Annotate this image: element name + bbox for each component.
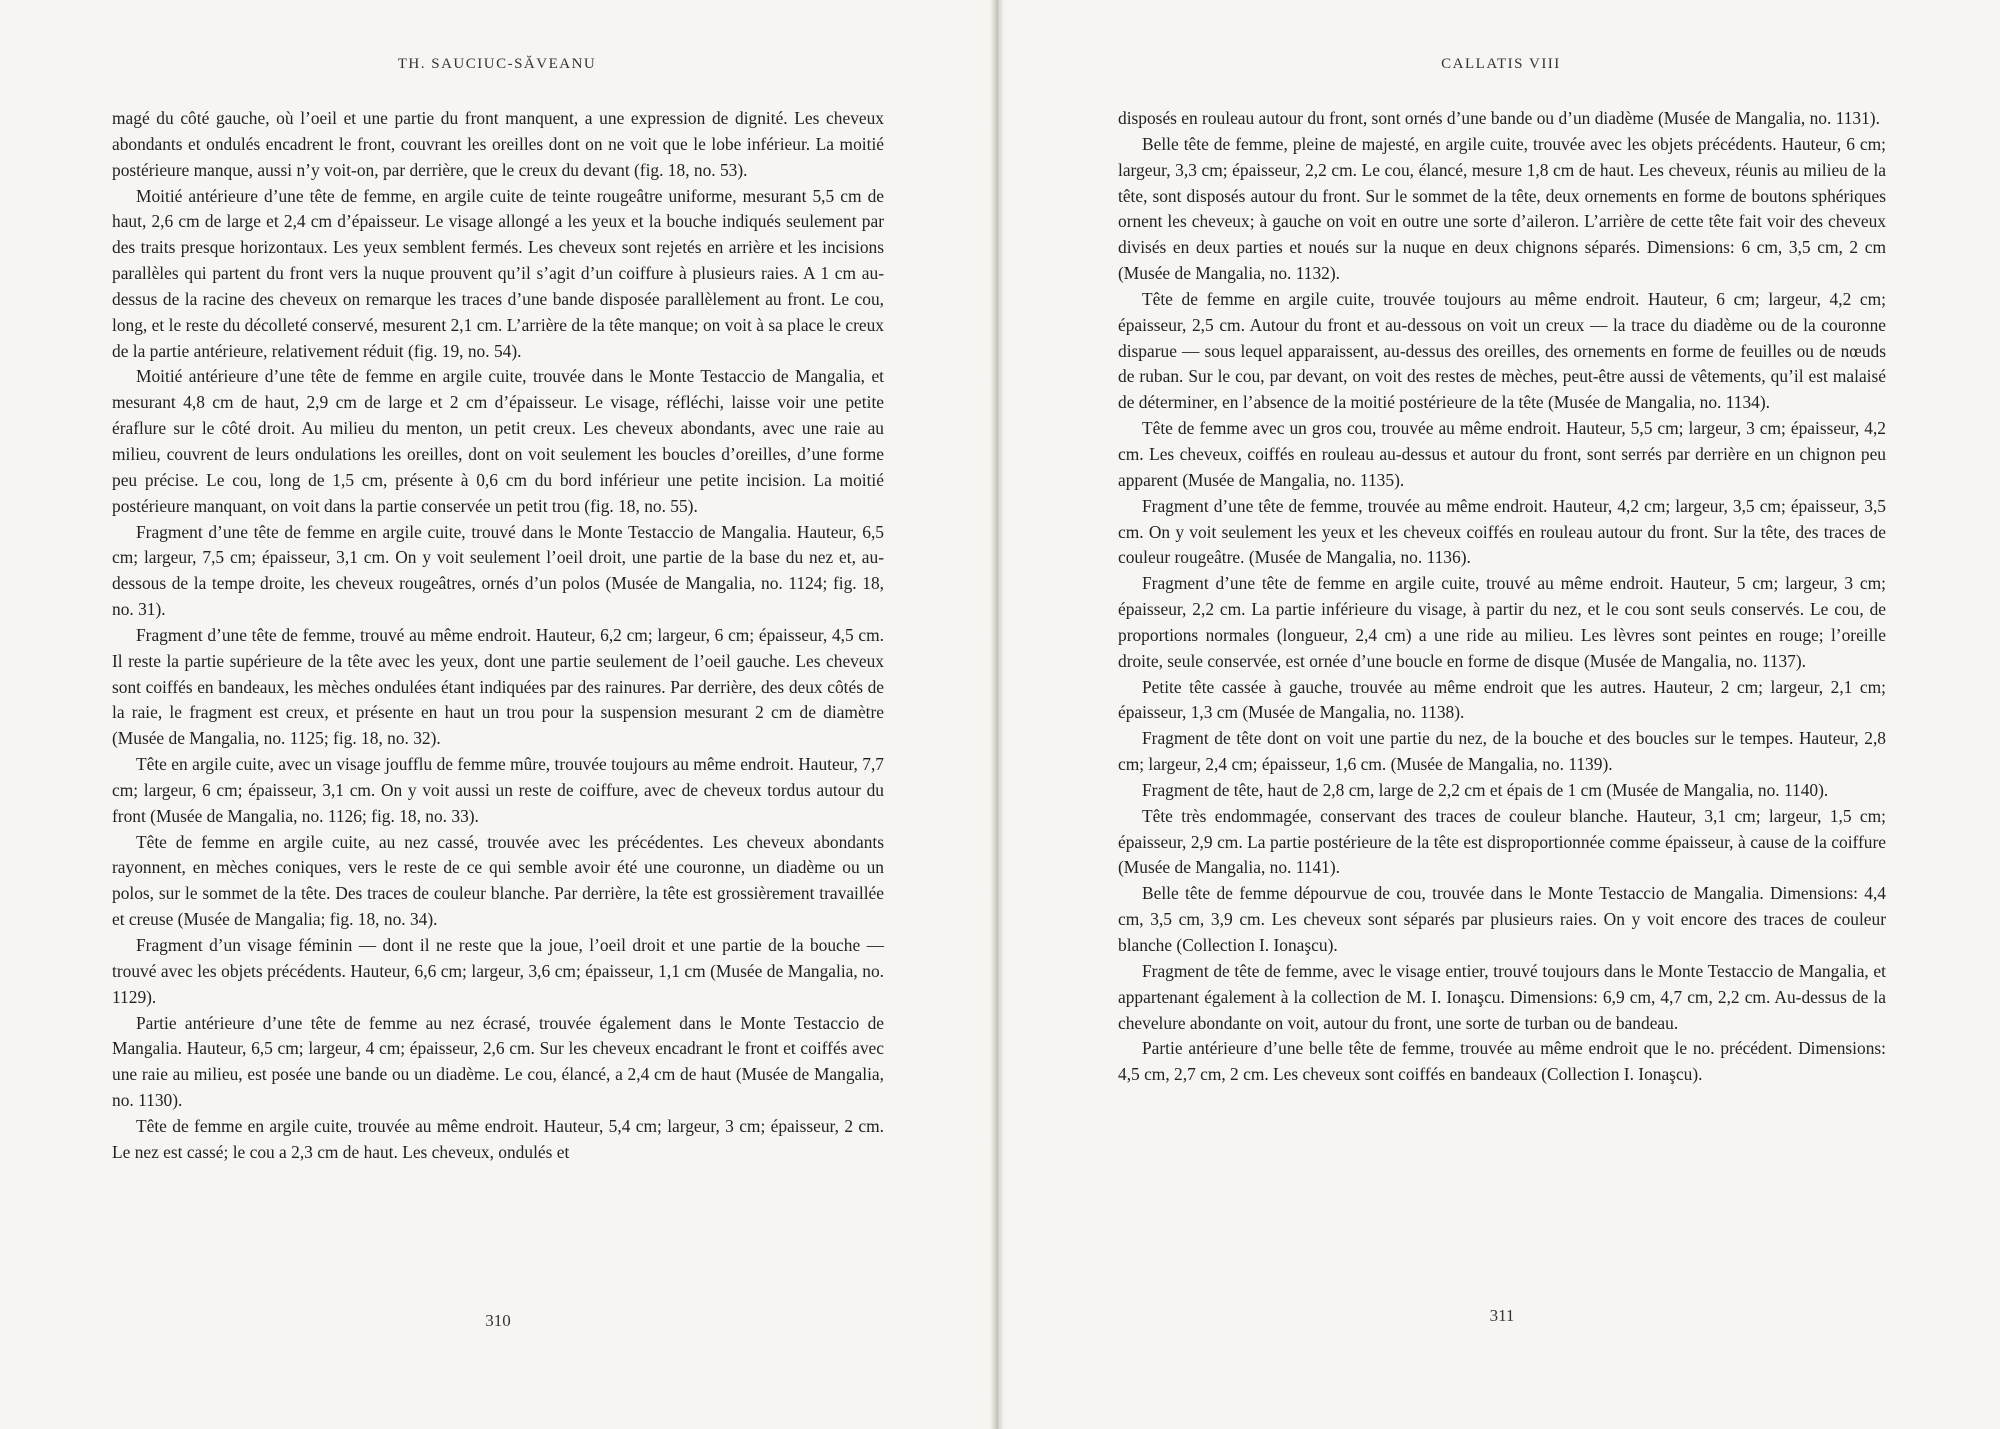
paragraph: Belle tête de femme dépourvue de cou, trouvée dans le Monte Testaccio de Mangalia. Dimensions: 4,4 cm, 3,5 cm, 3,9 cm. Les cheveux sont séparés par plusieurs raies. On y voit encore des traces de couleur blanche (Collection I. Ionaşcu). bbox=[1118, 883, 1886, 955]
paragraph: Tête de femme en argile cuite, trouvée toujours au même endroit. Hauteur, 6 cm; largeur, 4,2 cm; épaisseur, 2,5 cm. Autour du front et au-dessous on voit un creux — la trace du diadème ou de la couronne disparue — sous lequel apparaissent, au-dessus des oreilles, des ornements en forme de feuilles ou de nœuds de ruban. Sur le cou, par devant, on voit des restes de mèches, peut-être aussi de vêtements, qu’il est malaisé de déterminer, en l’absence de la moitié postérieure de la tête (Musée de Mangalia, no. 1134). bbox=[1118, 288, 1886, 413]
paragraph: Fragment de tête, haut de 2,8 cm, large de 2,2 cm et épais de 1 cm (Musée de Mangalia, no. 1140). bbox=[1142, 779, 1829, 800]
left-page bbox=[0, 0, 995, 1429]
paragraph: Fragment de tête dont on voit une partie du nez, de la bouche et des boucles sur le tempes. Hauteur, 2,8 cm; largeur, 2,4 cm; épaisseur, 1,6 cm. (Musée de Mangalia, no. 1139). bbox=[1118, 728, 1886, 775]
paragraph: Tête en argile cuite, avec un visage joufflu de femme mûre, trouvée toujours au même endroit. Hauteur, 7,7 cm; largeur, 6 cm; épaisseur, 3,1 cm. On y voit aussi un reste de coiffure, avec de cheveux tordus autour du front (Musée de Mangalia, no. 1126; fig. 18, no. 33). bbox=[112, 754, 884, 826]
paragraph: Fragment d’une tête de femme en argile cuite, trouvé au même endroit. Hauteur, 5 cm; largeur, 3 cm; épaisseur, 2,2 cm. La partie inférieure du visage, à partir du nez, et le cou sont seuls conservés. Le cou, de proportions normales (longueur, 2,4 cm) a une ride au milieu. Les lèvres sont peintes en rouge; l’oreille droite, seule conservée, est ornée d’une boucle en forme de disque (Musée de Mangalia, no. 1137). bbox=[1118, 573, 1886, 671]
paragraph: Fragment d’une tête de femme, trouvée au même endroit. Hauteur, 4,2 cm; largeur, 3,5 cm; épaisseur, 3,5 cm. On y voit seulement les yeux et les cheveux coiffés en rouleau autour du front. Sur la tête, des traces de couleur rougeâtre. (Musée de Mangalia, no. 1136). bbox=[1118, 495, 1886, 568]
paragraph: Moitié antérieure d’une tête de femme en argile cuite, trouvée dans le Monte Testaccio de Mangalia, et mesurant 4,8 cm de haut, 2,9 cm de large et 2 cm d’épaisseur. Le visage, réfléchi, laisse voir une petite éraflure sur le côté droit. Au milieu du menton, un petit creux. Les cheveux abondants, avec une raie au milieu, couvrent de leurs ondulations les oreilles, dont on voit seulement les boucles d’oreilles, d’une forme peu précise. Le cou, long de 1,5 cm, présente à 0,6 cm du bord inférieur une petite incision. La moitié postérieure manquant, on voit dans la partie conservée un petit trou (fig. 18, no. 55). bbox=[112, 366, 884, 516]
paragraph: Petite tête cassée à gauche, trouvée au même endroit que les autres. Hauteur, 2 cm; largeur, 2,1 cm; épaisseur, 1,3 cm (Musée de Mangalia, no. 1138). bbox=[1118, 676, 1886, 723]
paragraph: Tête très endommagée, conservant des traces de couleur blanche. Hauteur, 3,1 cm; largeur, 1,5 cm; épaisseur, 2,9 cm. La partie postérieure de la tête est disproportionnée comme épaisseur, à cause de la coiffure (Musée de Mangalia, no. 1141). bbox=[1118, 805, 1886, 878]
paragraph: Moitié antérieure d’une tête de femme, en argile cuite de teinte rougeâtre uniforme, mesurant 5,5 cm de haut, 2,6 cm de large et 2,4 cm d’épaisseur. Le visage allongé a les yeux et la bouche indiqués seulement par des traits presque horizontaux. Les yeux semblent fermés. Les cheveux sont rejetés en arrière et les incisions parallèles qui partent du front vers la nuque prouvent qu’il s’agit d’un coiffure à plusieurs raies. A 1 cm au-dessus de la racine des cheveux on remarque les traces d’une bande disposée parallèlement au front. Le cou, long, et le reste du décolleté conservé, mesurent 2,1 cm. L’arrière de la tête manque; on voit à sa place le creux de la partie antérieure, relativement réduit (fig. 19, no. 54). bbox=[112, 185, 884, 361]
paragraph: Tête de femme en argile cuite, au nez cassé, trouvée avec les précédentes. Les cheveux abondants rayonnent, en mèches coniques, vers le reste de ce qui semble avoir été une couronne, un diadème ou un polos, sur le sommet de la tête. Des traces de couleur blanche. Par derrière, la tête est grossièrement travaillée et creuse (Musée de Mangalia; fig. 18, no. 34). bbox=[112, 831, 884, 930]
paragraph: Partie antérieure d’une tête de femme au nez écrasé, trouvée également dans le Monte Testaccio de Mangalia. Hauteur, 6,5 cm; largeur, 4 cm; épaisseur, 2,6 cm. Sur les cheveux encadrant le front et coiffés avec une raie au milieu, est posée une bande ou un diadème. Le cou, élancé, a 2,4 cm de haut (Musée de Mangalia, no. 1130). bbox=[112, 1012, 884, 1111]
paragraph: Fragment d’une tête de femme, trouvé au même endroit. Hauteur, 6,2 cm; largeur, 6 cm; épaisseur, 4,5 cm. Il reste la partie supérieure de la tête avec les yeux, dont une partie seulement de l’oeil gauche. Les cheveux sont coiffés en bandeaux, les mèches ondulées étant indiquées par des rainures. Par derrière, des deux côtés de la raie, le fragment est creux, et présente en haut un trou pour la suspension mesurant 2 cm de diamètre (Musée de Mangalia, no. 1125; fig. 18, no. 32). bbox=[112, 624, 884, 749]
paragraph: Partie antérieure d’une belle tête de femme, trouvée au même endroit que le no. précédent. Dimensions: 4,5 cm, 2,7 cm, 2 cm. Les cheveux sont coiffés en bandeaux (Collection I. Ionaşcu). bbox=[1118, 1038, 1886, 1085]
page-body bbox=[1118, 106, 1886, 1088]
book-gutter bbox=[990, 0, 1004, 1429]
paragraph: Tête de femme en argile cuite, trouvée au même endroit. Hauteur, 5,4 cm; largeur, 3 cm; épaisseur, 2 cm. Le nez est cassé; le cou a 2,3 cm de haut. Les cheveux, ondulés et bbox=[112, 1115, 884, 1162]
paragraph: disposés en rouleau autour du front, sont ornés d’une bande ou d’un diadème (Musée de Mangalia, no. 1131). bbox=[1118, 108, 1880, 128]
page-number: 311 bbox=[1489, 1306, 1515, 1325]
page-body bbox=[112, 106, 884, 1166]
running-head: TH. SAUCIUC-SĂVEANU bbox=[397, 56, 597, 72]
page-number: 310 bbox=[485, 1311, 511, 1330]
paragraph: magé du côté gauche, où l’oeil et une partie du front manquent, a une expression de dignité. Les cheveux abondants et ondulés encadrent le front, couvrant les oreilles dont on ne voit que le lobe inférieur. La moitié postérieure manque, aussi n’y voit-on, par derrière, que le creux du devant (fig. 18, no. 53). bbox=[112, 108, 884, 180]
running-head: CALLATIS VIII bbox=[1441, 56, 1561, 72]
right-page bbox=[1000, 0, 2000, 1429]
paragraph: Fragment d’une tête de femme en argile cuite, trouvé dans le Monte Testaccio de Mangalia. Hauteur, 6,5 cm; largeur, 7,5 cm; épaisseur, 3,1 cm. On y voit seulement l’oeil droit, une partie de la base du nez et, au-dessous de la tempe droite, les cheveux rougeâtres, ornés d’un polos (Musée de Mangalia, no. 1124; fig. 18, no. 31). bbox=[112, 521, 884, 620]
paragraph: Belle tête de femme, pleine de majesté, en argile cuite, trouvée avec les objets précédents. Hauteur, 6 cm; largeur, 3,3 cm; épaisseur, 2,2 cm. Le cou, élancé, mesure 1,8 cm de haut. Les cheveux, réunis au milieu de la tête, sont disposés autour du front. Sur le sommet de la tête, deux ornements en forme de boutons sphériques ornent les cheveux; à gauche on voit en outre une sorte d’aileron. L’arrière de cette tête fait voir des cheveux divisés en deux parties et noués sur la nuque en deux chignons séparés. Dimensions: 6 cm, 3,5 cm, 2 cm (Musée de Mangalia, no. 1132). bbox=[1118, 133, 1886, 284]
paragraph: Fragment d’un visage féminin — dont il ne reste que la joue, l’oeil droit et une partie de la bouche — trouvé avec les objets précédents. Hauteur, 6,6 cm; largeur, 3,6 cm; épaisseur, 1,1 cm (Musée de Mangalia, no. 1129). bbox=[112, 935, 884, 1007]
paragraph: Tête de femme avec un gros cou, trouvée au même endroit. Hauteur, 5,5 cm; largeur, 3 cm; épaisseur, 4,2 cm. Les cheveux, coiffés en rouleau au-dessus et autour du front, sont serrés par derrière en un chignon peu apparent (Musée de Mangalia, no. 1135). bbox=[1118, 418, 1886, 490]
paragraph: Fragment de tête de femme, avec le visage entier, trouvé toujours dans le Monte Testaccio de Mangalia, et appartenant également à la collection de M. I. Ionaşcu. Dimensions: 6,9 cm, 4,7 cm, 2,2 cm. Au-dessus de la chevelure abondante on voit, autour du front, une sorte de turban ou de bandeau. bbox=[1118, 960, 1886, 1033]
